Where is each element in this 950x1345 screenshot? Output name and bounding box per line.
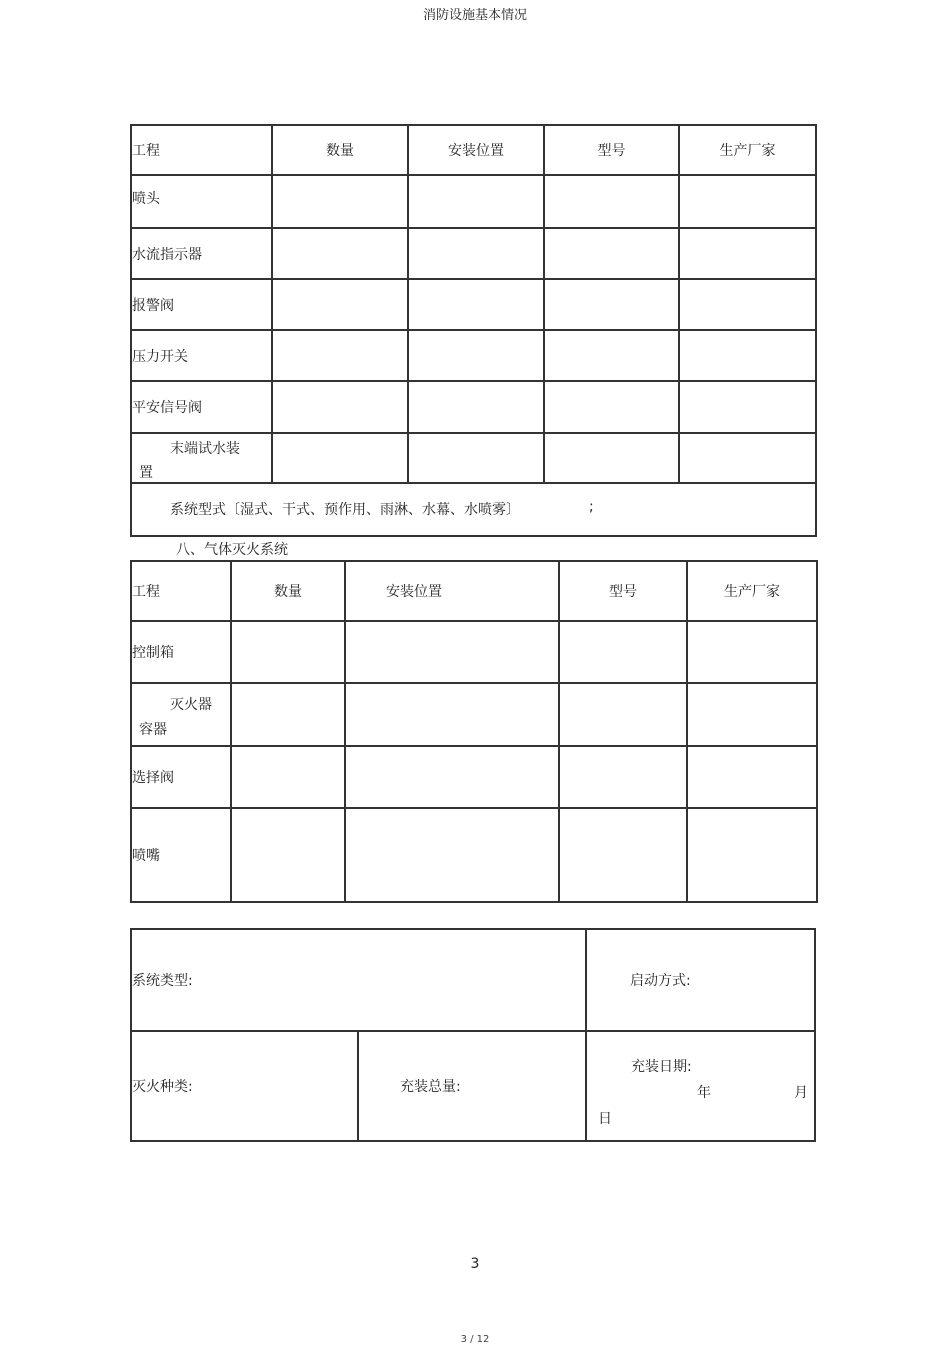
- location-cell: [345, 746, 559, 808]
- system-type-semicolon: ;: [589, 499, 594, 515]
- model-cell: [544, 228, 679, 279]
- quantity-cell: [272, 279, 408, 330]
- row-item-label: 报警阀: [131, 279, 272, 330]
- row-item-label: [131, 683, 231, 746]
- model-cell: [559, 746, 687, 808]
- manufacturer-cell: [687, 808, 817, 902]
- fill-date-month: 月: [794, 1085, 808, 1101]
- column-header-model: 型号: [559, 561, 687, 621]
- table-row: [131, 683, 817, 746]
- location-cell: [408, 175, 544, 228]
- manufacturer-cell: [679, 228, 816, 279]
- gas-info-row-2: [131, 1031, 815, 1141]
- system-type-cell: [131, 483, 816, 536]
- fill-date-label: 充装日期:: [631, 1059, 692, 1075]
- fill-date-cell: [586, 1031, 815, 1141]
- location-cell: [408, 228, 544, 279]
- model-cell: [544, 175, 679, 228]
- table-row: [131, 279, 816, 330]
- fill-date-day: 日: [598, 1111, 612, 1127]
- model-cell: [559, 621, 687, 683]
- column-header-item: 工程: [131, 125, 272, 175]
- quantity-cell: [231, 808, 345, 902]
- table-row: [131, 381, 816, 433]
- table-row: [131, 621, 817, 683]
- location-cell: [408, 330, 544, 381]
- gas-info-table: [130, 928, 816, 1142]
- row-item-label: 选择阀: [131, 746, 231, 808]
- manufacturer-cell: [687, 621, 817, 683]
- column-header-location: 安装位置: [345, 561, 559, 621]
- agent-type-field: 灭火种类:: [131, 1031, 358, 1141]
- row-item-label-line2: 置: [139, 465, 153, 481]
- system-type-row: [131, 483, 816, 536]
- table-row: [131, 746, 817, 808]
- row-item-label: 喷嘴: [131, 808, 231, 902]
- quantity-cell: [272, 433, 408, 483]
- manufacturer-cell: [687, 746, 817, 808]
- location-cell: [345, 621, 559, 683]
- column-header-location: 安装位置: [408, 125, 544, 175]
- location-cell: [345, 683, 559, 746]
- row-item-label-line1: 灭火器: [170, 697, 212, 713]
- row-item-label-line2: 容器: [139, 722, 167, 738]
- quantity-cell: [231, 683, 345, 746]
- location-cell: [408, 279, 544, 330]
- start-mode-field: 启动方式:: [586, 929, 815, 1031]
- quantity-cell: [272, 175, 408, 228]
- table-row: [131, 175, 816, 228]
- quantity-cell: [272, 330, 408, 381]
- column-header-quantity: 数量: [231, 561, 345, 621]
- table-row: [131, 330, 816, 381]
- quantity-cell: [272, 228, 408, 279]
- model-cell: [544, 330, 679, 381]
- table-header-row: [131, 125, 816, 175]
- column-header-item: 工程: [131, 561, 231, 621]
- model-cell: [559, 808, 687, 902]
- row-item-label: 喷头: [131, 175, 272, 228]
- table-row: [131, 228, 816, 279]
- row-item-label: 控制箱: [131, 621, 231, 683]
- system-type-text: 系统型式〔湿式、干式、预作用、雨淋、水幕、水喷雾〕: [170, 502, 520, 518]
- row-item-label: 水流指示器: [131, 228, 272, 279]
- column-header-model: 型号: [544, 125, 679, 175]
- model-cell: [559, 683, 687, 746]
- column-header-manufacturer: 生产厂家: [687, 561, 817, 621]
- quantity-cell: [272, 381, 408, 433]
- manufacturer-cell: [679, 381, 816, 433]
- gas-section-heading: 八、气体灭火系统: [176, 542, 288, 558]
- document-header-title: 消防设施基本情况: [422, 8, 527, 23]
- sprinkler-table: [130, 124, 817, 537]
- manufacturer-cell: [679, 279, 816, 330]
- system-type-field: 系统类型:: [131, 929, 586, 1031]
- column-header-quantity: 数量: [272, 125, 408, 175]
- row-item-label-line1: 末端试水装: [170, 441, 240, 457]
- manufacturer-cell: [687, 683, 817, 746]
- table-row: [131, 433, 816, 483]
- manufacturer-cell: [679, 330, 816, 381]
- model-cell: [544, 279, 679, 330]
- row-item-label: [131, 433, 272, 483]
- row-item-label: 压力开关: [131, 330, 272, 381]
- table-row: [131, 808, 817, 902]
- gas-info-row-1: [131, 929, 815, 1031]
- location-cell: [408, 381, 544, 433]
- quantity-cell: [231, 746, 345, 808]
- column-header-manufacturer: 生产厂家: [679, 125, 816, 175]
- page-number: 3: [470, 1256, 480, 1272]
- fill-date-year: 年: [697, 1085, 711, 1101]
- fill-total-field: 充装总量:: [358, 1031, 586, 1141]
- location-cell: [345, 808, 559, 902]
- model-cell: [544, 433, 679, 483]
- location-cell: [408, 433, 544, 483]
- quantity-cell: [231, 621, 345, 683]
- model-cell: [544, 381, 679, 433]
- gas-system-table: [130, 560, 818, 903]
- table-header-row: [131, 561, 817, 621]
- row-item-label: 平安信号阀: [131, 381, 272, 433]
- manufacturer-cell: [679, 175, 816, 228]
- page-count: 3 / 12: [460, 1334, 490, 1345]
- manufacturer-cell: [679, 433, 816, 483]
